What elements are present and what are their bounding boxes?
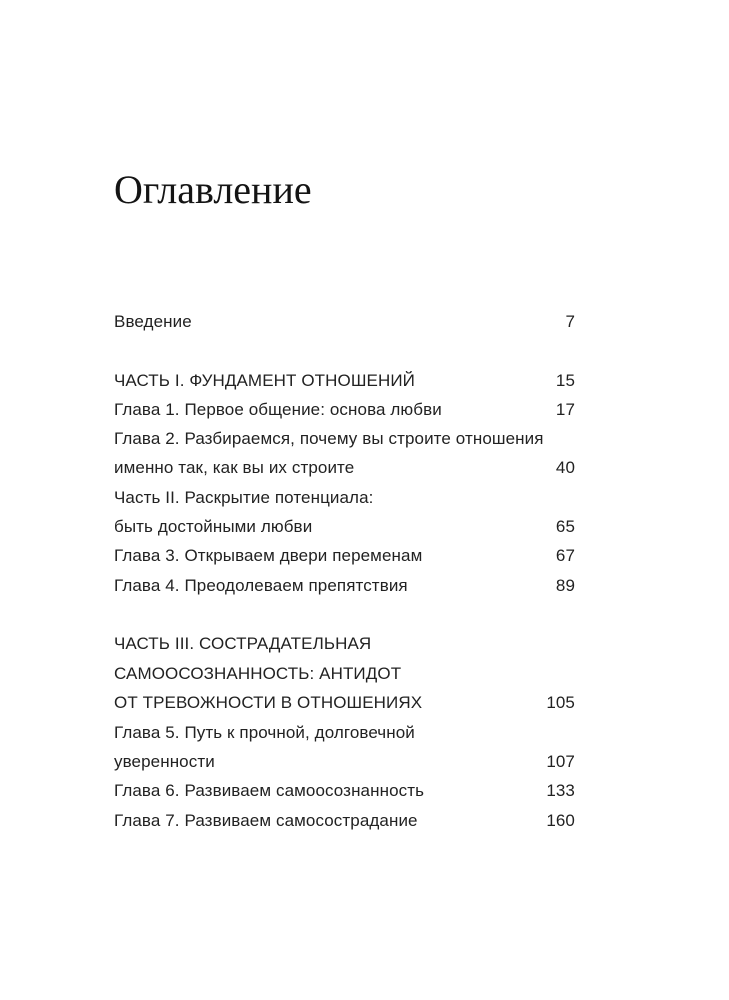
toc-entry-part-1 [114, 366, 575, 396]
toc-entry-title: Глава 7. Развиваем самосострадание [114, 811, 418, 830]
toc-entry-title: именно так, как вы их строите [114, 458, 355, 477]
toc-entry-title: уверенности [114, 752, 215, 771]
toc-entry-chapter-5-line-2 [114, 747, 575, 777]
toc-page-number: 15 [555, 371, 575, 390]
toc-entry-title: Глава 3. Открываем двери переменам [114, 546, 423, 565]
toc-entry-intro [114, 307, 575, 337]
toc-entry-title: ЧАСТЬ I. ФУНДАМЕНТ ОТНОШЕНИЙ [114, 371, 415, 390]
toc-entry-title: Глава 5. Путь к прочной, долговечной [114, 723, 415, 742]
toc-entry-title: Часть II. Раскрытие потенциала: [114, 488, 374, 507]
toc-entry-title: ЧАСТЬ III. СОСТРАДАТЕЛЬНАЯ [114, 634, 372, 653]
page-title: Оглавление [114, 167, 312, 212]
toc-entry-chapter-6 [114, 776, 575, 806]
toc-entry-title: Глава 1. Первое общение: основа любви [114, 400, 442, 419]
toc-page-number: 40 [555, 458, 575, 477]
toc-entry-part-2-line-2 [114, 512, 575, 542]
toc-entry-part-3-line-3 [114, 688, 575, 718]
toc-entry-part-3-line-2 [114, 659, 575, 689]
toc-page-number: 160 [546, 811, 575, 830]
toc-entry-part-2-line-1 [114, 483, 575, 513]
toc-entry-title: Глава 2. Разбираемся, почему вы строите отношения [114, 429, 544, 448]
toc-entry-part-3-line-1 [114, 629, 575, 659]
toc-entry-chapter-3 [114, 541, 575, 571]
toc-page-number: 7 [565, 312, 575, 331]
toc-page-number: 17 [555, 400, 575, 419]
toc-entry-chapter-2-line-1 [114, 424, 575, 454]
toc-entry-title: быть достойными любви [114, 517, 313, 536]
toc-entry-title: Глава 6. Развиваем самоосознанность [114, 781, 425, 800]
toc-entry-title: ОТ ТРЕВОЖНОСТИ В ОТНОШЕНИЯХ [114, 693, 423, 712]
toc-page-number: 67 [555, 546, 575, 565]
toc-entry-chapter-7 [114, 806, 575, 836]
toc-entry-title: САМООСОЗНАННОСТЬ: АНТИДОТ [114, 664, 402, 683]
toc-entry-chapter-4 [114, 571, 575, 601]
toc-page-number: 65 [555, 517, 575, 536]
toc-entry-chapter-5-line-1 [114, 718, 575, 748]
toc-page-number: 107 [546, 752, 575, 771]
toc-entry-title: Введение [114, 312, 192, 331]
toc-page-number: 133 [546, 781, 575, 800]
toc-entry-title: Глава 4. Преодолеваем препятствия [114, 576, 408, 595]
toc-page-number: 105 [546, 693, 575, 712]
toc-entry-chapter-1 [114, 395, 575, 425]
toc-page-number: 89 [555, 576, 575, 595]
toc-entry-chapter-2-line-2 [114, 453, 575, 483]
